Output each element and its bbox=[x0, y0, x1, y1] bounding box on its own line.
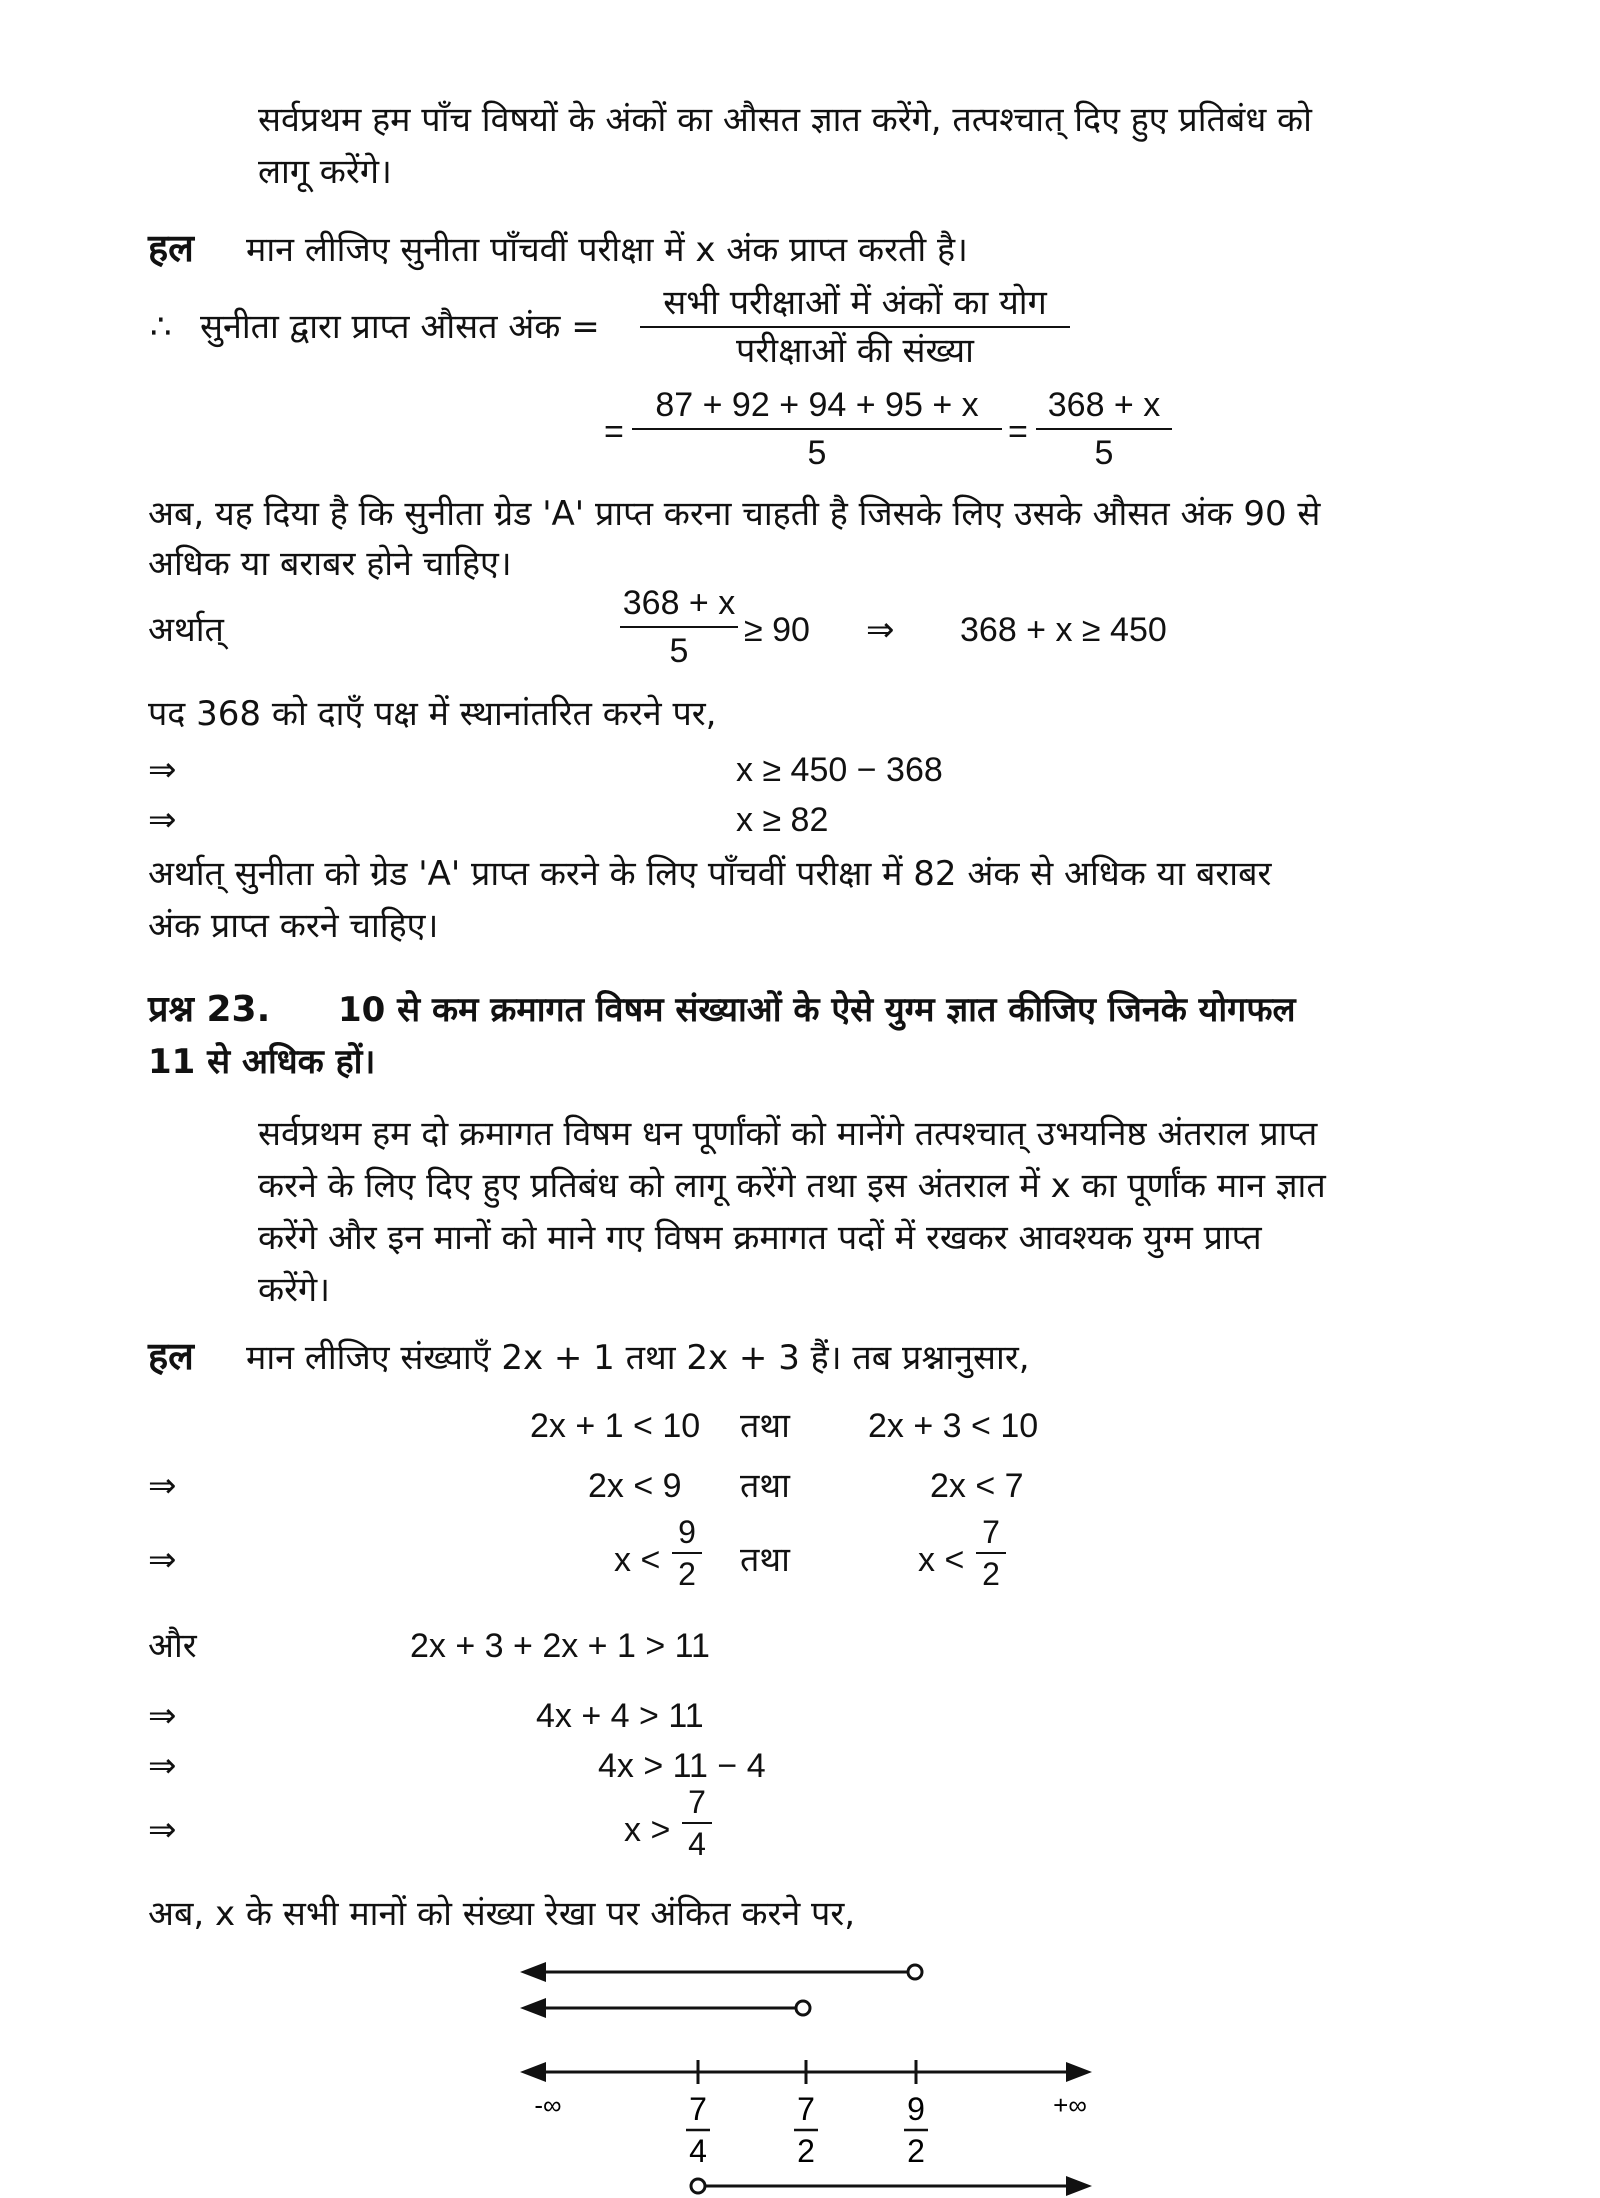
therefore-symbol: ∴ bbox=[150, 307, 172, 347]
equals-sign: = bbox=[604, 413, 624, 451]
average-formula-denominator: परीक्षाओं की संख्या bbox=[736, 331, 974, 371]
hint-line-4: करेंगे। bbox=[258, 1270, 331, 1310]
row4: 2x + 3 + 2x + 1 > 11 bbox=[410, 1627, 710, 1665]
step-1: x ≥ 450 − 368 bbox=[736, 751, 943, 789]
sum2-fraction bbox=[1036, 384, 1172, 474]
tick-label-numerator: 7 bbox=[797, 2091, 815, 2127]
row2-right: 2x < 7 bbox=[930, 1467, 1024, 1505]
row3-and: तथा bbox=[740, 1540, 790, 1580]
row3-left-prefix: x < bbox=[614, 1541, 661, 1579]
sum-denominator: 5 bbox=[807, 434, 827, 472]
average-formula-numerator: सभी परीक्षाओं में अंकों का योग bbox=[663, 283, 1047, 323]
condition-line-1: अब, यह दिया है कि सुनीता ग्रेड 'A' प्राप्त करना चाहती है जिसके लिए उसके औसत अंक 90 से bbox=[148, 494, 1321, 534]
solution-assumption: मान लीजिए सुनीता पाँचवीं परीक्षा में x अंक प्राप्त करती है। bbox=[246, 230, 968, 270]
implies-arrow: ⇒ bbox=[148, 801, 177, 839]
tick-label-denominator: 2 bbox=[907, 2133, 925, 2169]
negative-infinity-label: -∞ bbox=[534, 2090, 562, 2120]
tick-label-numerator: 9 bbox=[907, 2091, 925, 2127]
fraction-bar bbox=[976, 1552, 1006, 1554]
inequality-fraction bbox=[620, 582, 738, 672]
average-formula-fraction bbox=[640, 282, 1070, 372]
solution-assumption: मान लीजिए संख्याएँ 2x + 1 तथा 2x + 3 हैं। तब प्रश्नानुसार, bbox=[246, 1338, 1030, 1378]
fraction-numerator: 7 bbox=[688, 1784, 706, 1820]
arthat-label: अर्थात् bbox=[148, 610, 224, 650]
row1-left: 2x + 1 < 10 bbox=[530, 1407, 701, 1445]
intro-line-2: लागू करेंगे। bbox=[258, 152, 392, 192]
interval-x-less-than-9-2 bbox=[520, 1962, 922, 1982]
interval-x-less-than-7-2 bbox=[520, 1998, 810, 2018]
row7-prefix: x > bbox=[624, 1811, 671, 1849]
solution-label: हल bbox=[148, 226, 194, 270]
implies-arrow: ⇒ bbox=[148, 1747, 177, 1785]
solution-label: हल bbox=[148, 1334, 194, 1378]
tick-label-numerator: 7 bbox=[689, 2091, 707, 2127]
question-line-1: 10 से कम क्रमागत विषम संख्याओं के ऐसे युग्म ज्ञात कीजिए जिनके योगफल bbox=[338, 990, 1296, 1030]
sum-fraction bbox=[632, 384, 1002, 474]
number-line-axis bbox=[520, 2060, 1092, 2084]
hint-line-2: करने के लिए दिए हुए प्रतिबंध को लागू करेंगे तथा इस अंतराल में x का पूर्णांक मान ज्ञात bbox=[258, 1166, 1326, 1206]
inequality-rhs: ≥ 90 bbox=[744, 611, 810, 649]
condition-line-2: अधिक या बराबर होने चाहिए। bbox=[148, 544, 512, 584]
row2-left: 2x < 9 bbox=[588, 1467, 682, 1505]
inequality-result: 368 + x ≥ 450 bbox=[960, 611, 1167, 649]
fraction-denominator: 2 bbox=[678, 1556, 696, 1592]
row1-and: तथा bbox=[740, 1406, 790, 1446]
tick-label-7-4 bbox=[686, 2091, 710, 2169]
inequality-denominator: 5 bbox=[669, 632, 689, 670]
fraction-numerator: 9 bbox=[678, 1514, 696, 1550]
step-2: x ≥ 82 bbox=[736, 801, 829, 839]
average-lhs: सुनीता द्वारा प्राप्त औसत अंक = bbox=[200, 307, 600, 347]
row2-and: तथा bbox=[740, 1466, 790, 1506]
fraction-bar bbox=[672, 1552, 702, 1554]
conclusion-line-2: अंक प्राप्त करने चाहिए। bbox=[148, 906, 439, 946]
fraction-bar bbox=[1036, 428, 1172, 430]
implies-arrow: ⇒ bbox=[148, 1811, 177, 1849]
seven-quarters-fraction bbox=[682, 1784, 712, 1862]
row5: 4x + 4 > 11 bbox=[536, 1697, 704, 1735]
and-label: और bbox=[148, 1626, 197, 1666]
fraction-numerator: 7 bbox=[982, 1514, 1000, 1550]
row6: 4x > 11 − 4 bbox=[598, 1747, 766, 1785]
fraction-bar bbox=[620, 626, 738, 628]
transfer-text: पद 368 को दाएँ पक्ष में स्थानांतरित करने पर, bbox=[148, 694, 717, 734]
sum-numerator: 87 + 92 + 94 + 95 + x bbox=[655, 386, 979, 424]
implies-arrow: ⇒ bbox=[148, 1697, 177, 1735]
hint-line-1: सर्वप्रथम हम दो क्रमागत विषम धन पूर्णांकों को मानेंगे तत्पश्चात् उभयनिष्ठ अंतराल प्राप्त bbox=[258, 1114, 1318, 1154]
sum2-numerator: 368 + x bbox=[1047, 386, 1161, 424]
question-number: प्रश्न 23. bbox=[148, 989, 271, 1030]
intro-line-1: सर्वप्रथम हम पाँच विषयों के अंकों का औसत ज्ञात करेंगे, तत्पश्चात् दिए हुए प्रतिबंध को bbox=[258, 100, 1312, 140]
nine-halves-fraction bbox=[672, 1514, 702, 1592]
positive-infinity-label: +∞ bbox=[1053, 2090, 1087, 2120]
equals-sign: = bbox=[1008, 413, 1028, 451]
tick-label-9-2 bbox=[904, 2091, 928, 2169]
implies-arrow: ⇒ bbox=[866, 611, 895, 649]
inequality-numerator: 368 + x bbox=[622, 584, 736, 622]
fraction-bar bbox=[682, 1822, 712, 1824]
fraction-bar bbox=[640, 326, 1070, 328]
interval-x-greater-than-7-4 bbox=[691, 2176, 1092, 2196]
row3-right-prefix: x < bbox=[918, 1541, 965, 1579]
question-line-2: 11 से अधिक हों। bbox=[148, 1042, 376, 1082]
row1-right: 2x + 3 < 10 bbox=[868, 1407, 1039, 1445]
tick-label-denominator: 2 bbox=[797, 2133, 815, 2169]
implies-arrow: ⇒ bbox=[148, 1467, 177, 1505]
number-line-figure bbox=[0, 1930, 1600, 2198]
implies-arrow: ⇒ bbox=[148, 1541, 177, 1579]
conclusion-line-1: अर्थात् सुनीता को ग्रेड 'A' प्राप्त करने के लिए पाँचवीं परीक्षा में 82 अंक से अधिक या बराबर bbox=[148, 854, 1272, 894]
number-line-intro: अब, x के सभी मानों को संख्या रेखा पर अंकित करने पर, bbox=[148, 1894, 856, 1934]
tick-label-7-2 bbox=[794, 2091, 818, 2169]
fraction-bar bbox=[632, 428, 1002, 430]
fraction-denominator: 2 bbox=[982, 1556, 1000, 1592]
sum2-denominator: 5 bbox=[1094, 434, 1114, 472]
hint-line-3: करेंगे और इन मानों को माने गए विषम क्रमागत पदों में रखकर आवश्यक युग्म प्राप्त bbox=[258, 1218, 1262, 1258]
fraction-denominator: 4 bbox=[688, 1826, 706, 1862]
tick-label-denominator: 4 bbox=[689, 2133, 707, 2169]
implies-arrow: ⇒ bbox=[148, 751, 177, 789]
seven-halves-fraction bbox=[976, 1514, 1006, 1592]
